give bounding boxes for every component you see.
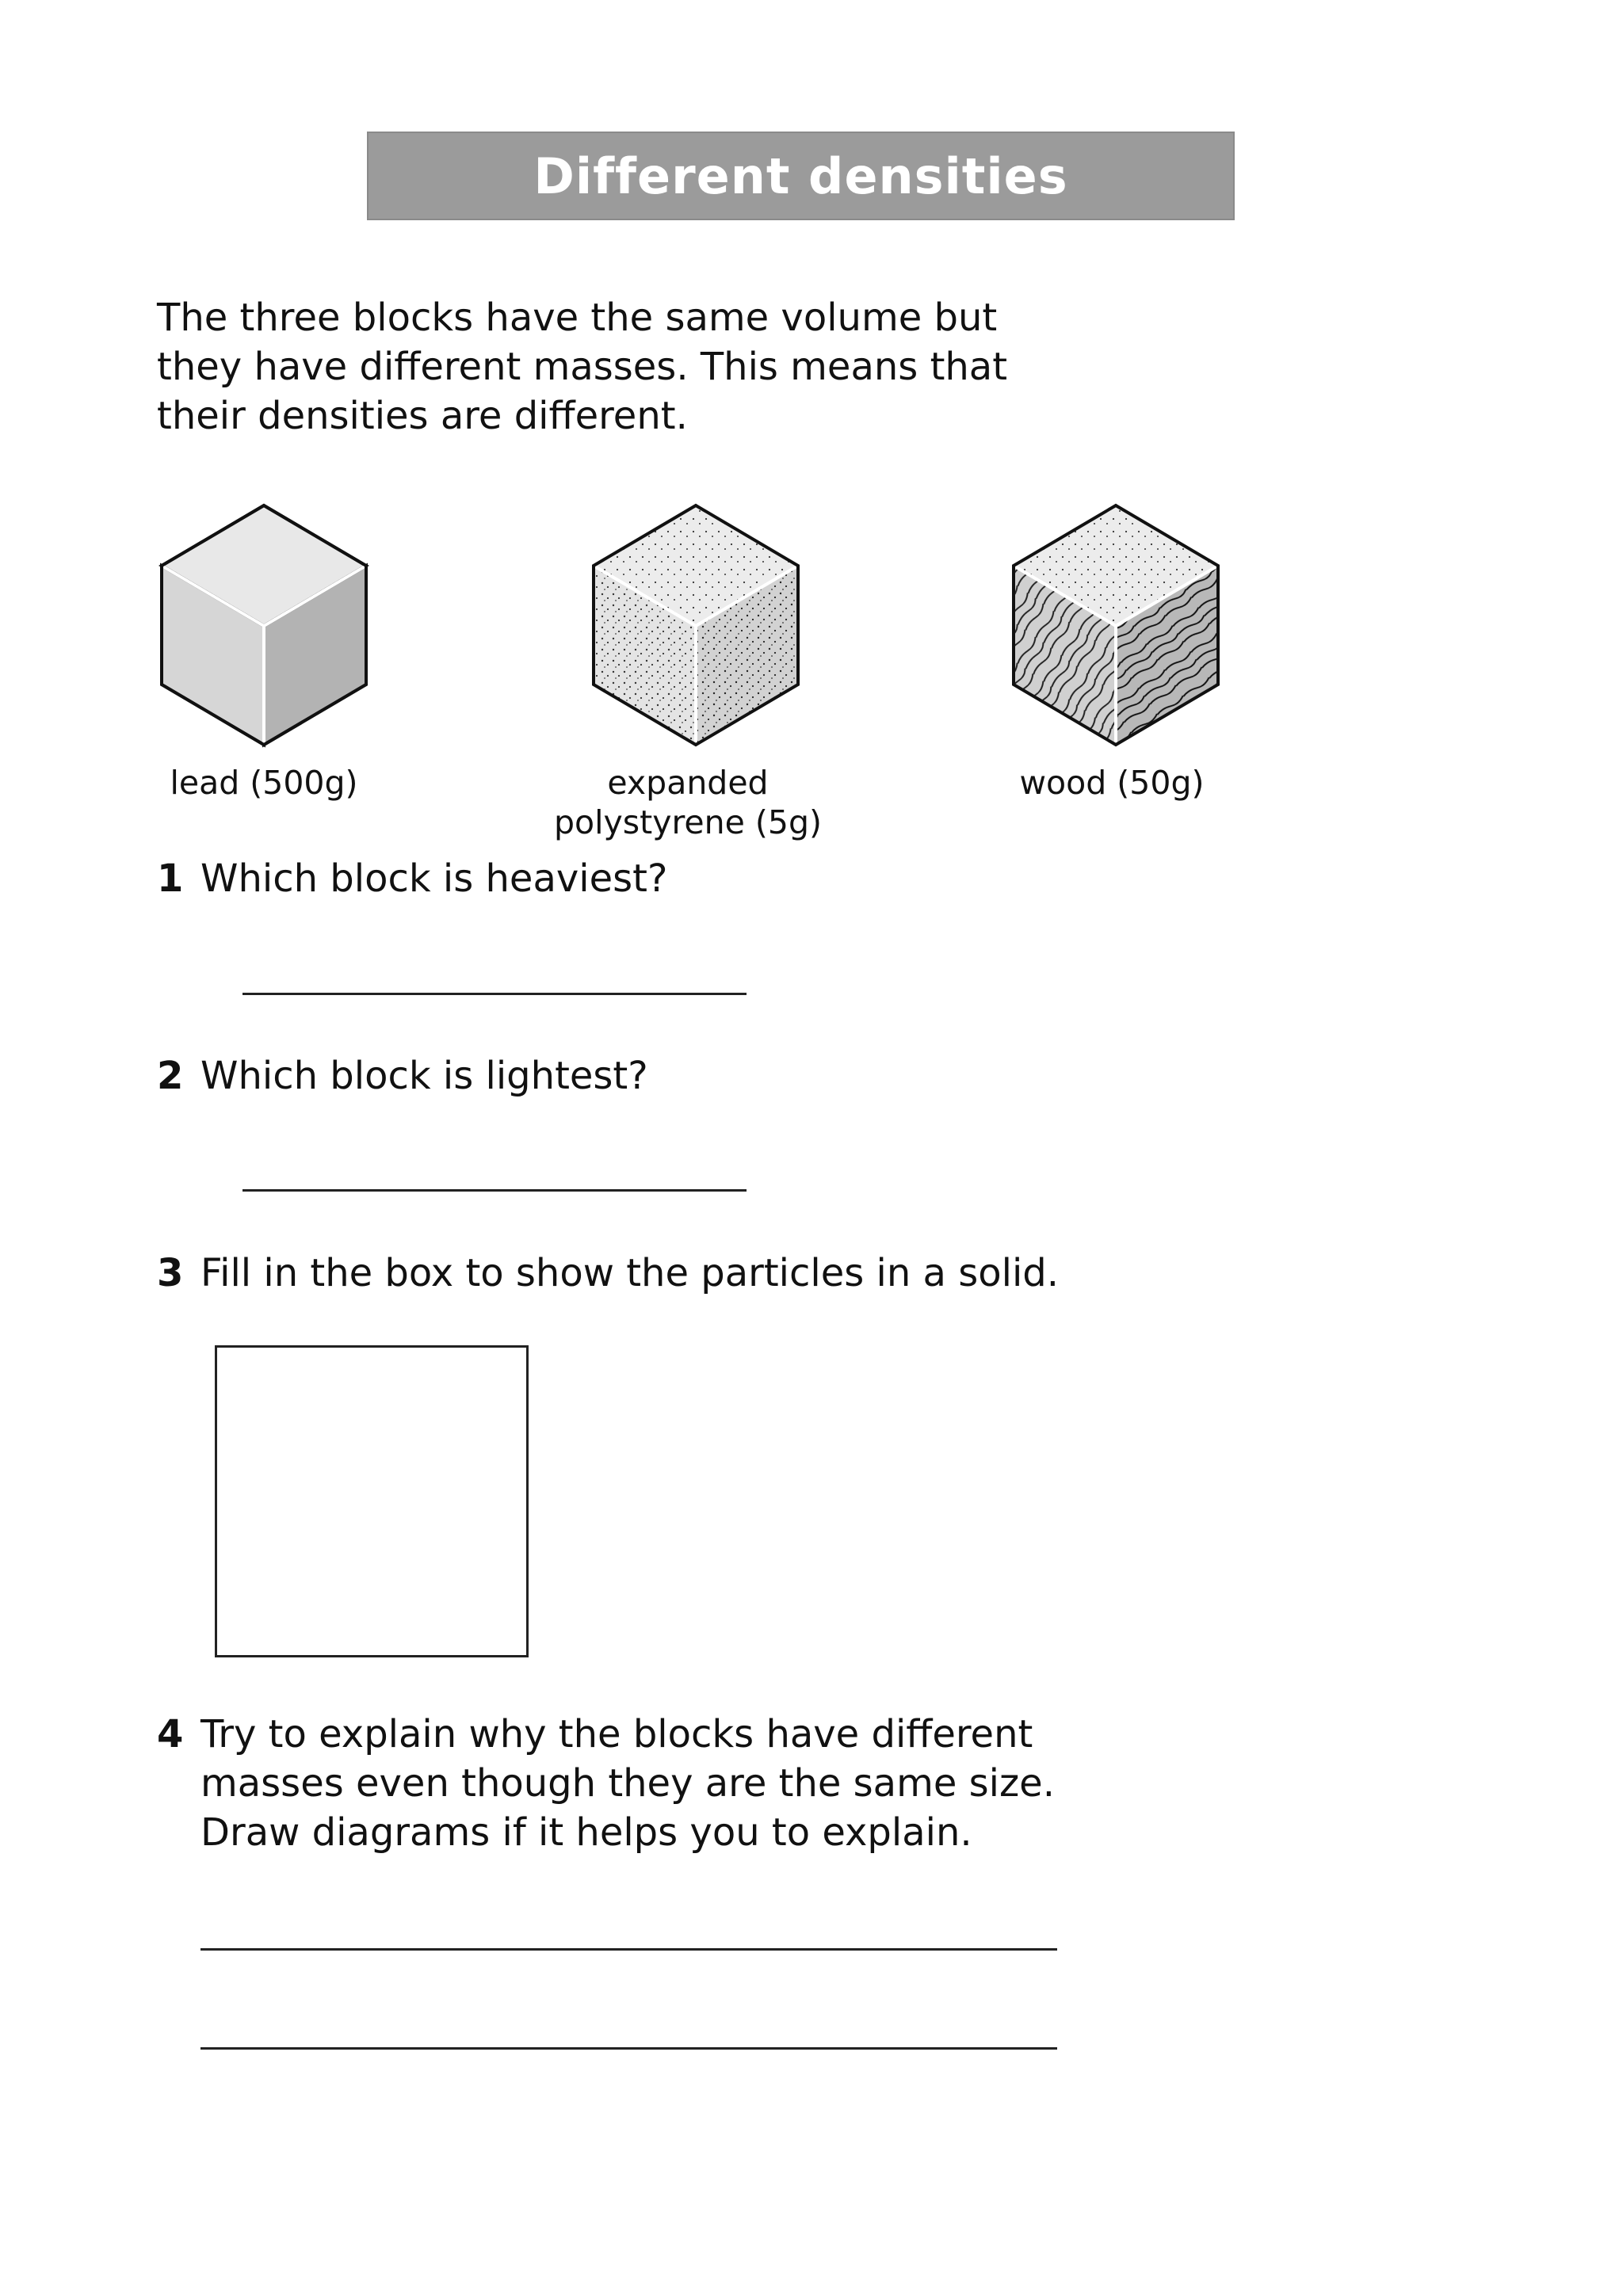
intro-paragraph — [157, 293, 1108, 441]
answer-line-4b[interactable] — [200, 2047, 1057, 2050]
wood-block-illustration — [1009, 502, 1223, 748]
polystyrene-block-illustration — [589, 502, 803, 748]
question-line: Draw diagrams if it helps you to explain. — [200, 1810, 972, 1855]
worksheet-title: Different densities — [367, 132, 1235, 220]
answer-line-1[interactable] — [242, 993, 747, 995]
wood-block-label — [993, 763, 1231, 803]
question-number: 4 — [157, 1712, 184, 1756]
question-line: Try to explain why the blocks have different — [200, 1712, 1033, 1756]
particle-drawing-box[interactable] — [215, 1345, 529, 1657]
block-label-line: wood (50g) — [1019, 764, 1205, 802]
question-2 — [157, 1051, 648, 1100]
question-line: Which block is lightest? — [200, 1054, 648, 1098]
question-text — [200, 1249, 1059, 1298]
question-1 — [157, 854, 667, 903]
block-label-line: expanded — [607, 764, 769, 802]
question-4 — [157, 1710, 1055, 1857]
question-line: masses even though they are the same size. — [200, 1761, 1055, 1806]
answer-line-2[interactable] — [242, 1189, 747, 1192]
question-number: 2 — [157, 1054, 184, 1098]
block-label-line: lead (500g) — [170, 764, 358, 802]
intro-line: The three blocks have the same volume but — [157, 296, 998, 340]
lead-block-label — [145, 763, 383, 803]
question-text — [200, 1710, 1055, 1857]
question-text — [200, 1051, 648, 1100]
question-3 — [157, 1249, 1059, 1298]
lead-block-illustration — [157, 502, 371, 748]
answer-line-4a[interactable] — [200, 1948, 1057, 1951]
polystyrene-block-label — [529, 763, 846, 842]
question-text — [200, 854, 667, 903]
intro-line: they have different masses. This means that — [157, 345, 1008, 389]
question-line: Fill in the box to show the particles in a solid. — [200, 1251, 1059, 1295]
question-number: 3 — [157, 1251, 184, 1295]
question-number: 1 — [157, 856, 184, 901]
block-label-line: polystyrene (5g) — [554, 803, 822, 841]
intro-line: their densities are different. — [157, 394, 688, 438]
question-line: Which block is heaviest? — [200, 856, 668, 901]
